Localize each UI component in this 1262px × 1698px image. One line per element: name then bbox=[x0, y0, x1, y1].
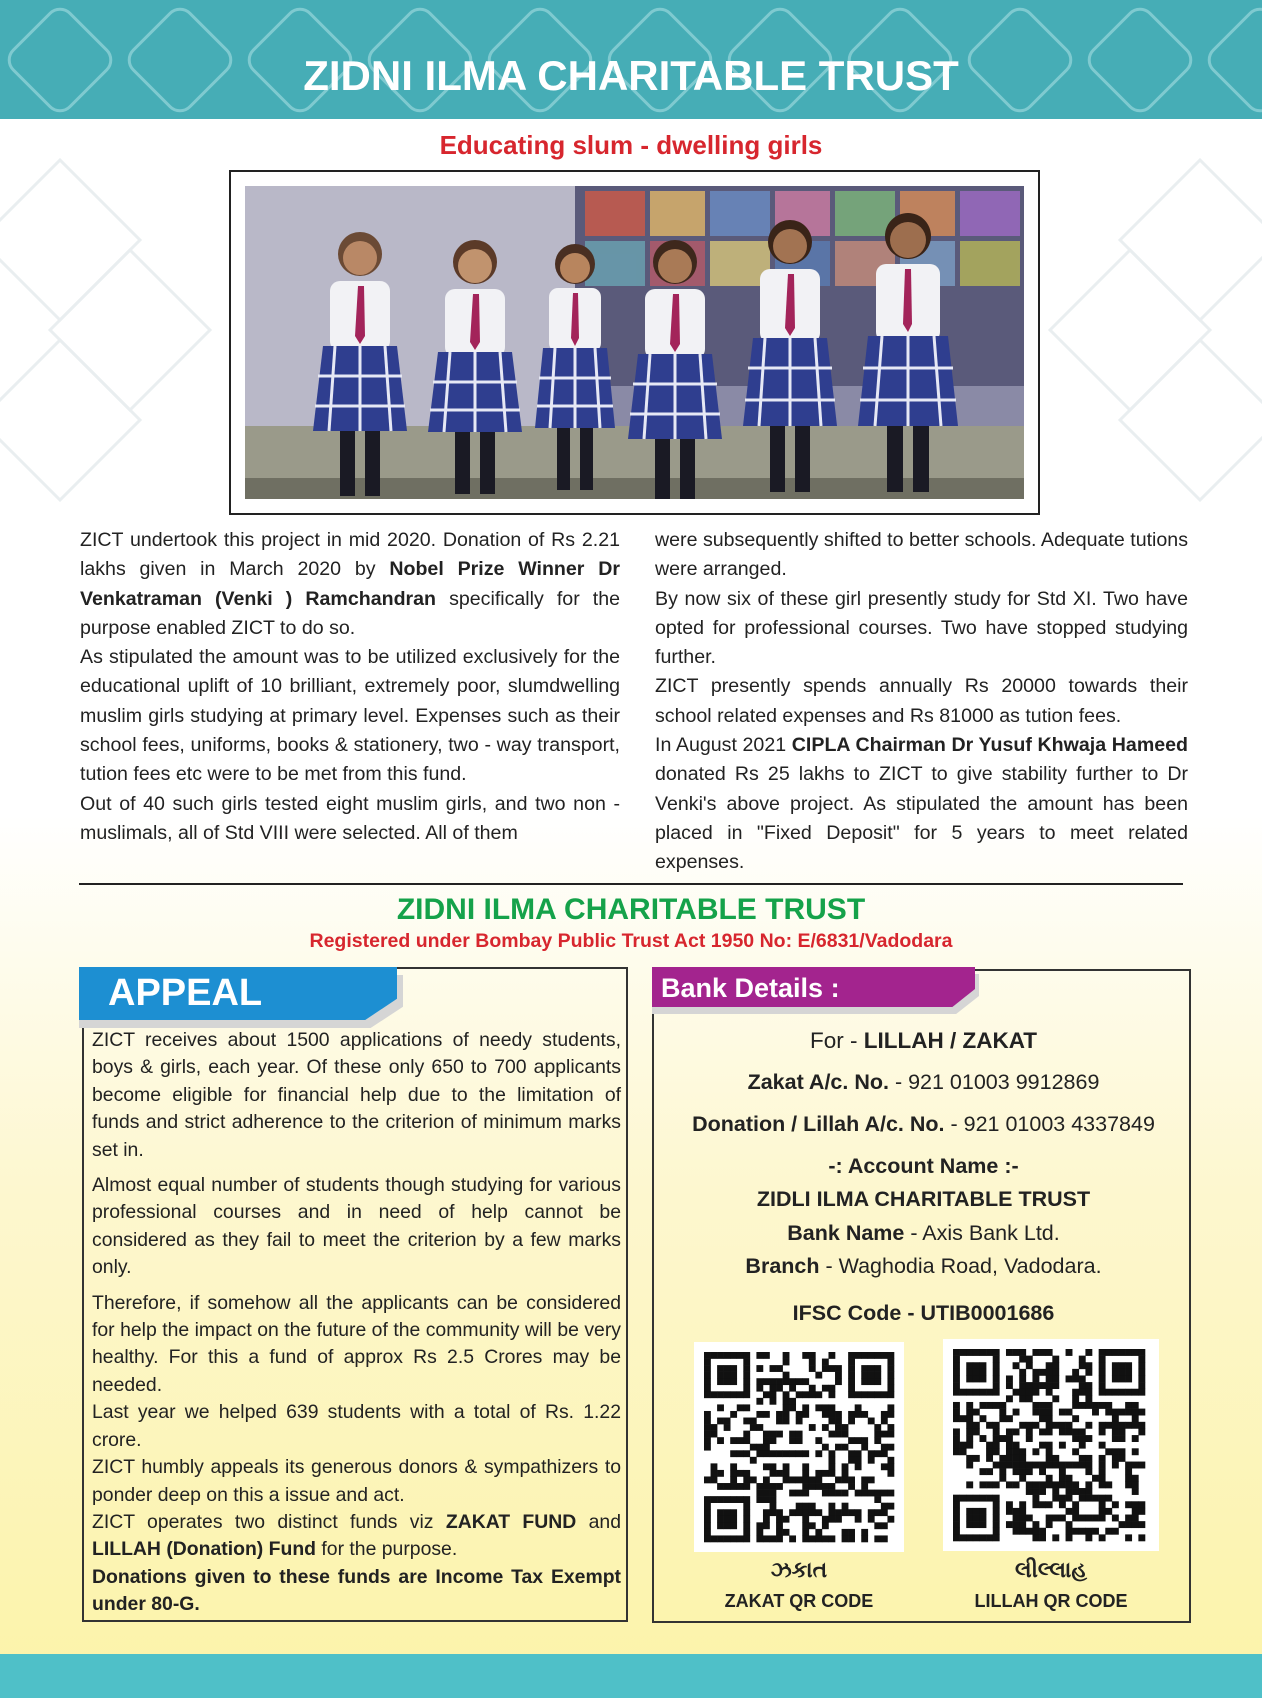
appeal-text bbox=[92, 1027, 621, 1619]
bank-name-value: - Axis Bank Ltd. bbox=[904, 1221, 1060, 1245]
paragraph bbox=[92, 1509, 621, 1564]
header-banner bbox=[0, 0, 1262, 119]
bold-text: Nobel Prize Winner Dr Venkatraman (Venki ) Ramchandran bbox=[80, 558, 620, 610]
text: By now six of these girl presently study for Std XI. Two have opted for professional courses. Two have stopped studying further. bbox=[655, 587, 1188, 669]
text: ZICT receives about 1500 applications of needy students, boys & girls, each year. Of these only 650 to 700 applicants become eligible for financial help due to the limitation of funds and strict adherence to the criterion of minimum marks set in. bbox=[92, 1029, 621, 1161]
zakat-account-line bbox=[652, 1070, 1195, 1095]
section-divider bbox=[79, 883, 1183, 885]
paragraph bbox=[655, 731, 1188, 877]
lillah-account-line bbox=[652, 1112, 1195, 1137]
ifsc-code: IFSC Code - UTIB0001686 bbox=[792, 1301, 1055, 1325]
bank-details-heading: Bank Details : bbox=[661, 973, 840, 1003]
paragraph bbox=[92, 1399, 621, 1454]
text: ZICT operates two distinct funds viz bbox=[92, 1510, 446, 1533]
page-subtitle: Educating slum - dwelling girls bbox=[439, 130, 823, 160]
paragraph bbox=[92, 1290, 621, 1400]
bank-name-line bbox=[652, 1221, 1195, 1246]
text: Therefore, if somehow all the applicants can be considered for help the impact on the future of the community will be very healthy. For this a fund of approx Rs 2.5 Crores may be needed. bbox=[92, 1291, 621, 1396]
zakat-qr-caption: ZAKAT QR CODE bbox=[724, 1591, 874, 1611]
account-name: ZIDLI ILMA CHARITABLE TRUST bbox=[756, 1187, 1091, 1211]
zakat-qr-script-label: ઝકાત bbox=[770, 1557, 828, 1582]
bank-for-value: LILLAH / ZAKAT bbox=[863, 1028, 1038, 1053]
lillah-qr-caption: LILLAH QR CODE bbox=[974, 1591, 1128, 1611]
bold-text: Donations given to these funds are Income Tax Exempt under 80-G. bbox=[92, 1565, 621, 1616]
text: were subsequently shifted to better schools. Adequate tutions were arranged. bbox=[655, 529, 1188, 581]
paragraph bbox=[655, 526, 1188, 585]
zakat-account-number: - 921 01003 9912869 bbox=[888, 1070, 1100, 1094]
lillah-qr-script-label: લીલ્લાહ bbox=[1014, 1557, 1088, 1582]
paragraph bbox=[92, 1454, 621, 1509]
text: In August 2021 bbox=[655, 734, 792, 757]
article-right-column bbox=[655, 526, 1188, 878]
branch-line bbox=[652, 1254, 1195, 1279]
text: donated Rs 25 lakhs to ZICT to give stability further to Dr Venki's above project. As stipulated the amount has been placed in "Fixed Deposit" for 5 years to meet related expenses. bbox=[655, 763, 1188, 874]
article-left-column bbox=[80, 526, 620, 848]
paragraph bbox=[80, 643, 620, 789]
footer-band bbox=[0, 1654, 1262, 1698]
paragraph bbox=[80, 790, 620, 849]
bank-for-prefix: For - bbox=[809, 1028, 864, 1053]
appeal-heading: APPEAL bbox=[108, 972, 263, 1014]
bold-text: ZAKAT FUND bbox=[445, 1510, 577, 1533]
girls-photo bbox=[245, 186, 1024, 499]
bold-text: CIPLA Chairman Dr Yusuf Khwaja Hameed bbox=[791, 734, 1188, 757]
lillah-qr-code bbox=[943, 1339, 1159, 1551]
bank-name-label: Bank Name bbox=[787, 1221, 905, 1245]
paragraph bbox=[92, 1564, 621, 1619]
branch-value: - Waghodia Road, Vadodara. bbox=[819, 1254, 1102, 1278]
text: for the purpose. bbox=[316, 1538, 458, 1561]
text: Almost equal number of students though studying for various professional courses and in need of help cannot be considered as they fail to meet the criterion by a few marks only. bbox=[92, 1174, 621, 1279]
trust-registration: Registered under Bombay Public Trust Act 1950 No: E/6831/Vadodara bbox=[309, 930, 953, 952]
bank-for-line bbox=[652, 1028, 1195, 1054]
paragraph bbox=[92, 1172, 621, 1282]
photo-frame bbox=[229, 170, 1040, 515]
paragraph bbox=[655, 585, 1188, 673]
bold-text: LILLAH (Donation) Fund bbox=[92, 1538, 317, 1561]
text: and bbox=[576, 1510, 621, 1533]
text: ZICT presently spends annually Rs 20000 towards their school related expenses and Rs 81000 as tution fees. bbox=[655, 675, 1188, 727]
branch-label: Branch bbox=[745, 1254, 820, 1278]
paragraph bbox=[655, 672, 1188, 731]
text: Last year we helped 639 students with a total of Rs. 1.22 crore. bbox=[92, 1401, 621, 1451]
trust-name: ZIDNI ILMA CHARITABLE TRUST bbox=[396, 893, 866, 926]
text: ZICT undertook this project in mid 2020. Donation of Rs 2.21 lakhs given in March 2020 by bbox=[80, 529, 620, 581]
lillah-account-number: - 921 01003 4337849 bbox=[944, 1112, 1155, 1136]
header-title: ZIDNI ILMA CHARITABLE TRUST bbox=[303, 52, 959, 99]
account-name-heading: -: Account Name :- bbox=[828, 1154, 1019, 1178]
text: specifically for the purpose enabled ZICT to do so. bbox=[80, 587, 621, 639]
paragraph bbox=[92, 1027, 621, 1164]
text: Out of 40 such girls tested eight muslim girls, and two non - muslimals, all of Std VIII were selected. All of them bbox=[80, 792, 620, 844]
text: ZICT humbly appeals its generous donors & sympathizers to ponder deep on this a issue and act. bbox=[92, 1456, 621, 1506]
zakat-qr-code bbox=[694, 1342, 904, 1552]
paragraph bbox=[80, 526, 620, 643]
text: As stipulated the amount was to be utilized exclusively for the educational uplift of 10 brilliant, extremely poor, slumdwelling muslim girls studying at primary level. Expenses such as their school fees, uniforms, books & stationery, two - way transport, tution fees etc were to be met from this fund. bbox=[80, 646, 620, 786]
zakat-account-label: Zakat A/c. No. bbox=[747, 1070, 889, 1094]
lillah-account-label: Donation / Lillah A/c. No. bbox=[692, 1112, 945, 1136]
